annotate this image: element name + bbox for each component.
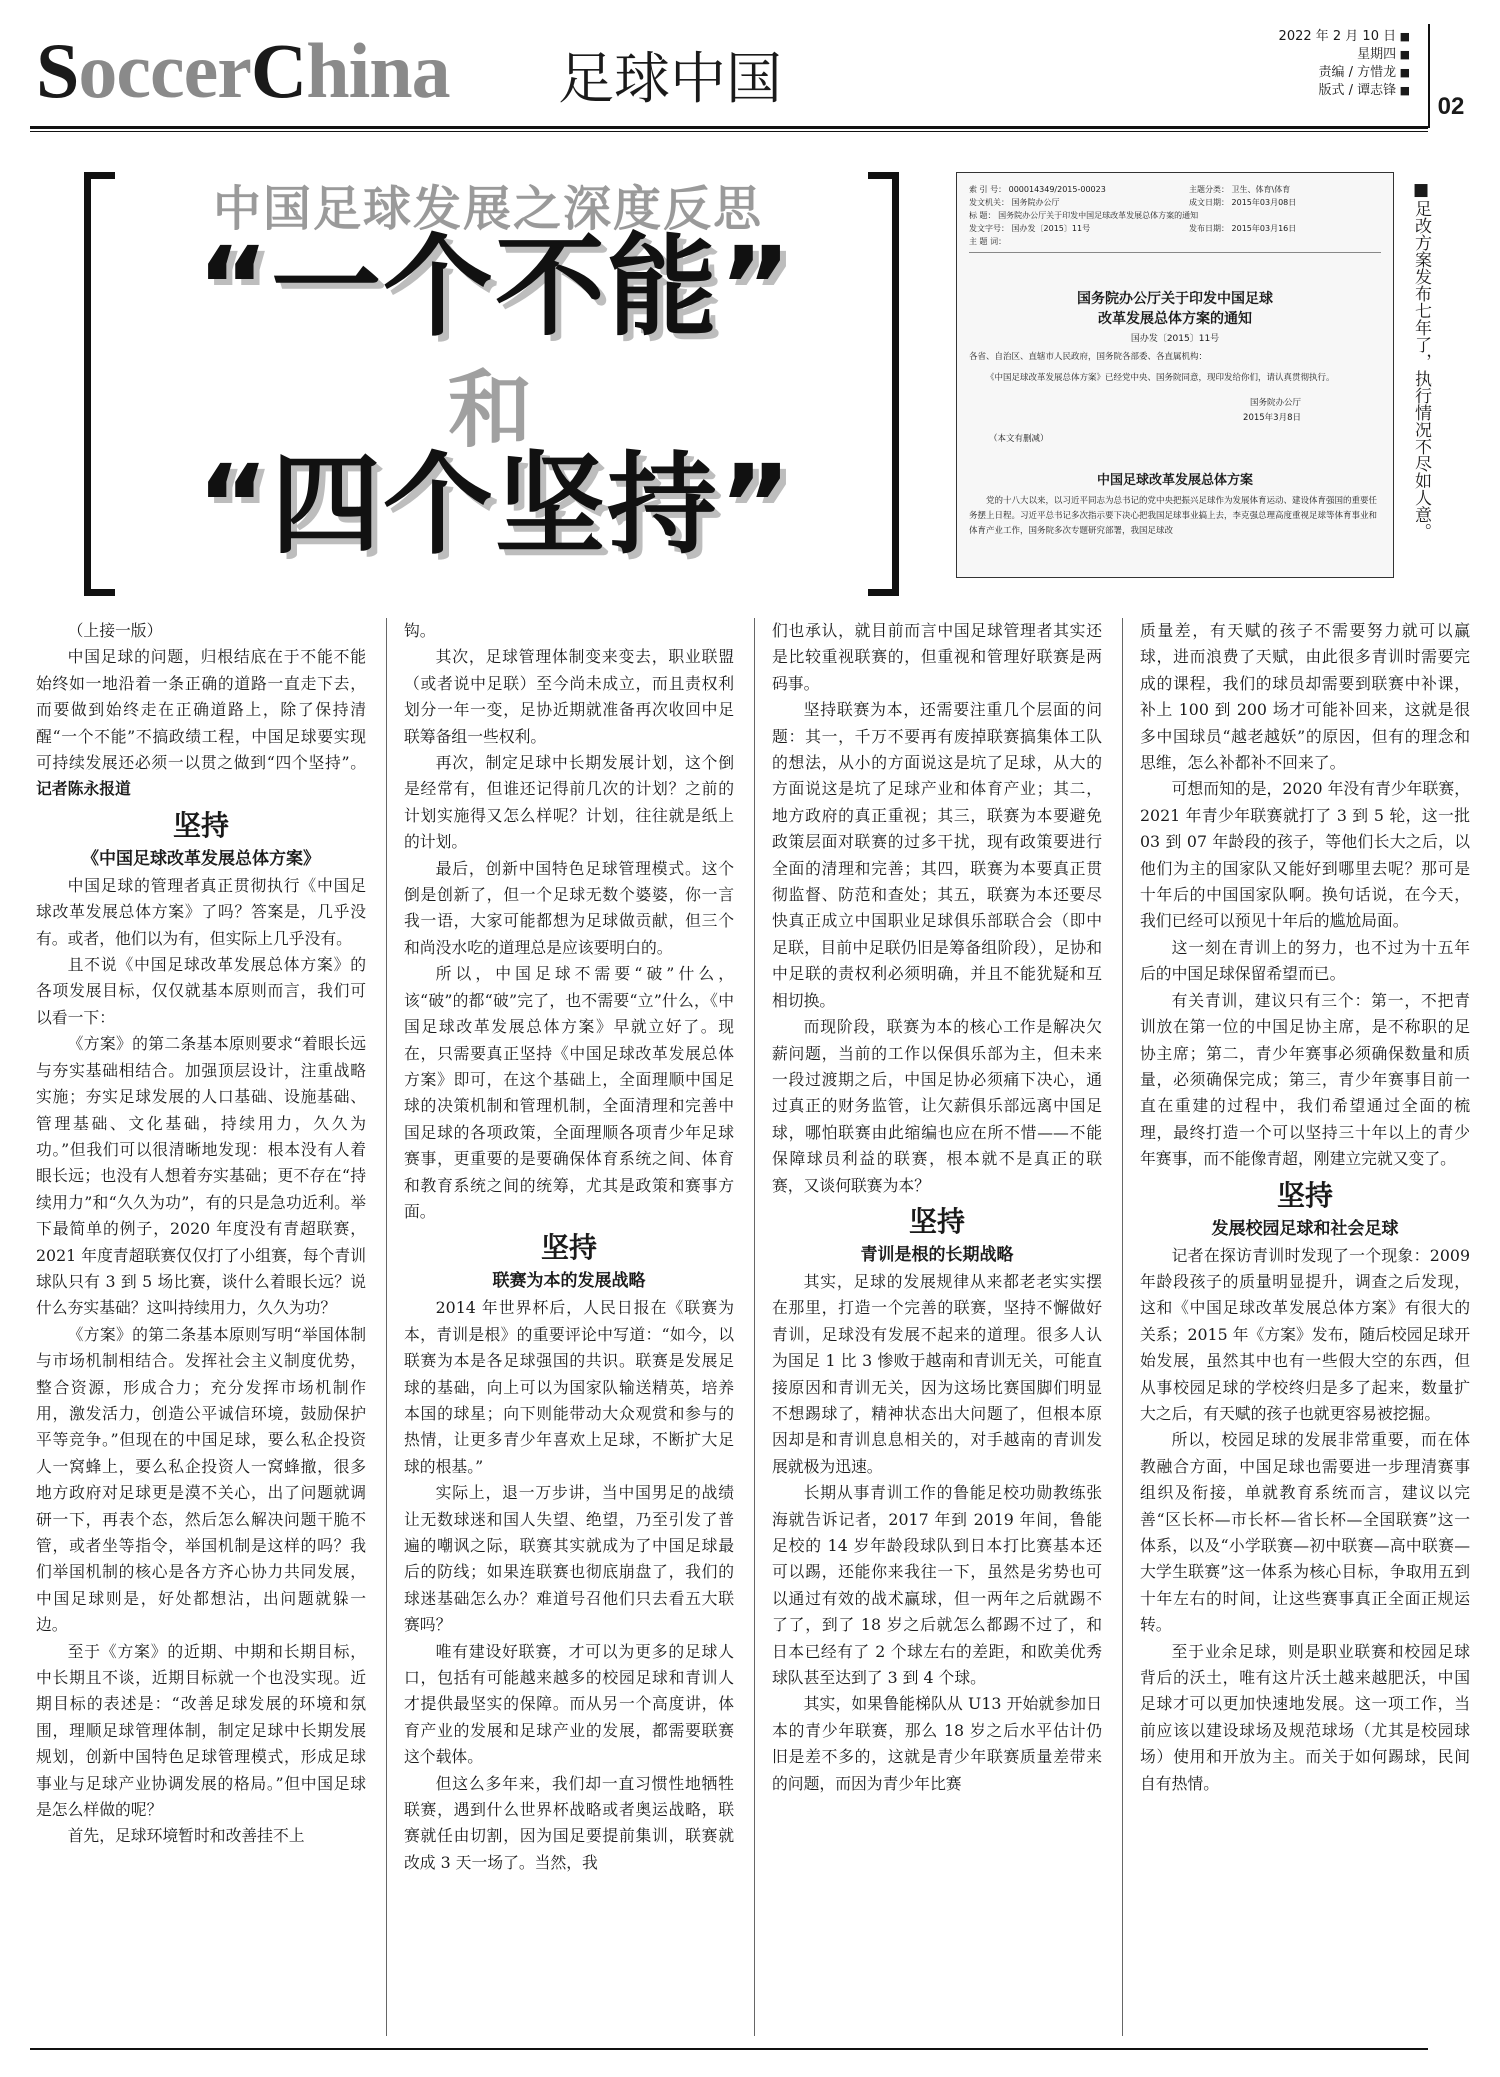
section-heading	[1140, 1177, 1470, 1243]
page-number: 02	[1437, 93, 1465, 120]
doc-note: （本文有删减）	[989, 434, 1049, 444]
column-separator	[754, 618, 755, 2036]
issue-weekday: 星期四 ■	[1279, 46, 1410, 64]
article-column-2	[404, 618, 734, 1876]
doc-meta-row: 标 题： 国务院办公厅关于印发中国足球改革发展总体方案的通知	[969, 211, 1199, 220]
issue-meta	[1279, 28, 1410, 100]
headline-and: 和	[447, 361, 532, 459]
article-paragraph: 坚持联赛为本，还需要注重几个层面的问题：其一，千万不要再有废掉联赛搞集体工队的想法，从小的方面说这是坑了足球，从大的方面说这是坑了足球产业和体育产业；其二，地方政府的真正重视；其三，联赛为本要避免政策层面对联赛的过多干扰，现有政策要进行全面的清理和完善；其四，联赛为本要真正贯彻监督、防范和查处；其五，联赛为本还要尽快真正成立中国职业足球俱乐部联合会（即中足联，目前中足联仍旧是筹备组阶段），足协和中足联的责权利必须明确，并且不能犹疑和互相切换。	[772, 700, 1102, 1010]
doc-meta-row: 发文机关： 国务院办公厅 成文日期： 2015年03月08日	[969, 198, 1297, 207]
article-paragraph: 所以，校园足球的发展非常重要，而在体教融合方面，中国足球也需要进一步理清赛事组织及衔接，单就教育系统而言，建议以完善“区长杯—市长杯—省长杯—全国联赛”这一体系，以及“小学联赛—初中联赛—高中联赛—大学生联赛”这一体系为核心目标，争取用五到十年左右的时间，让这些赛事真正全面正规运转。	[1140, 1430, 1470, 1635]
article-paragraph: 2014 年世界杯后，人民日报在《联赛为本，青训是根》的重要评论中写道：“如今，以联赛为本是各足球强国的共识。联赛是发展足球的基础，向上可以为国家队输送精英，培养本国的球星；向下则能带动大众观赏和参与的热情，让更多青少年喜欢上足球，不断扩大足球的根基。”	[404, 1298, 734, 1476]
doc-paragraph: 《中国足球改革发展总体方案》已经党中央、国务院同意，现印发给你们，请认真贯彻执行。	[986, 373, 1335, 383]
section-heading-sub: 联赛为本的发展战略	[492, 1271, 646, 1292]
doc-meta-row: 索 引 号： 000014349/2015-00023 主题分类： 卫生、体育\体育	[969, 185, 1291, 194]
article-paragraph: 有关青训，建议只有三个：第一，不把青训放在第一位的中国足协主席，是不称职的足协主席；第二，青少年赛事必须确保数量和质量，必须确保完成；第三，青少年赛事目前一直在重建的过程中，我们希望通过全面的梳理，最终打造一个可以坚持三十年以上的青少年赛事，而不能像青超，刚建立完就又变了。	[1140, 990, 1470, 1169]
masthead-rule-thin	[30, 131, 1428, 132]
doc-paragraph: 各省、自治区、直辖市人民政府，国务院各部委、各直属机构：	[969, 352, 1208, 362]
article-continued-note: （上接一版）	[67, 621, 163, 640]
article-paragraph: 且不说《中国足球改革发展总体方案》的各项发展目标，仅仅就基本原则而言，我们可以看一下：	[36, 955, 366, 1027]
headline-bracket-left	[84, 172, 115, 596]
headline-kicker: 中国足球发展之深度反思	[212, 181, 763, 237]
photo-caption: ■足改方案发布七年了，执行情况不尽如人意。	[1411, 180, 1431, 540]
article-paragraph: 最后，创新中国特色足球管理模式。这个倒是创新了，但一个足球无数个婆婆，你一言我一语，大家可能都想为足球做贡献，但三个和尚没水吃的道理总是应该要明白的。	[404, 858, 734, 957]
article-column-1	[36, 618, 366, 1850]
doc-title-2: 改革发展总体方案的通知	[1098, 311, 1252, 327]
doc-title-3: 中国足球改革发展总体方案	[1096, 473, 1253, 488]
issue-date: 2022 年 2 月 10 日 ■	[1279, 28, 1410, 46]
article-column-4	[1140, 618, 1470, 1797]
article-paragraph: 实际上，退一万步讲，当中国男足的战绩让无数球迷和国人失望、绝望，乃至引发了普遍的嘲讽之际，联赛其实就成为了中国足球最后的防线；如果连联赛也彻底崩盘了，我们的球迷基础怎么办？难道号召他们只去看五大联赛吗？	[404, 1483, 734, 1635]
column-separator	[386, 618, 387, 2036]
article-paragraph: 可想而知的是，2020 年没有青少年联赛，2021 年青少年联赛就打了 3 到 5 轮，这一批 03 到 07 年龄段的孩子，等他们长大之后，以他们为主的国家队又能好到哪里去呢？那可是十年后的中国国家队啊。换句话说，在今天，我们已经可以预见十年后的尴尬局面。	[1140, 779, 1470, 931]
masthead-divider	[1428, 24, 1430, 128]
doc-meta-row: 发文字号： 国办发〔2015〕11号 发布日期： 2015年03月16日	[969, 224, 1297, 233]
article-paragraph: 记者在探访青训时发现了一个现象：2009 年龄段孩子的质量明显提升，调查之后发现，这和《中国足球改革发展总体方案》有很大的关系；2015 年《方案》发布，随后校园足球开始发展，虽然其中也有一些假大空的东西，但从事校园足球的学校终归是多了起来，数量扩大之后，有天赋的孩子也就更容易被挖掘。	[1140, 1245, 1470, 1423]
section-heading-main: 坚持	[908, 1204, 965, 1238]
section-heading-main: 坚持	[1276, 1178, 1333, 1212]
policy-document-image	[956, 172, 1394, 578]
section-heading	[772, 1203, 1102, 1269]
masthead-rule	[30, 126, 1428, 129]
masthead-logo-en: SoccerChina	[36, 27, 450, 114]
headline-bracket-right	[868, 172, 899, 596]
article-paragraph: 首先，足球环境暂时和改善挂不上	[67, 1826, 305, 1846]
doc-paragraph: 党的十八大以来，以习近平同志为总书记的党中央把振兴足球作为发展体育运动、建设体育强国的重要任务摆上日程。习近平总书记多次指示要下决心把我国足球事业搞上去，李克强总理高度重视足球等体育事业和体育产业工作，国务院多次专题研究部署，我国足球改	[969, 496, 1378, 536]
article-paragraph: 至于《方案》的近期、中期和长期目标，中长期且不谈，近期目标就一个也没实现。近期目标的表述是：“改善足球发展的环境和氛围，理顺足球管理体制，制定足球中长期发展规划，创新中国特色足球管理模式，形成足球事业与足球产业协调发展的格局。”但中国足球是怎么样做的呢？	[36, 1641, 366, 1820]
article-paragraph: 其次，足球管理体制变来变去，职业联盟（或者说中足联）至今尚未成立，而且责权利划分一年一变，足协近期就准备再次收回中足联筹备组一些权利。	[404, 647, 734, 746]
section-heading-main: 坚持	[540, 1231, 597, 1265]
section-heading-sub: 《中国足球改革发展总体方案》	[82, 848, 320, 869]
article-paragraph: 其实，足球的发展规律从来都老老实实摆在那里，打造一个完善的联赛，坚持不懈做好青训，足球没有发展不起来的道理。很多人认为国足 1 比 3 惨败于越南和青训无关，可能直接原因和青训无关，因为这场比赛国脚们明显不想踢球了，精神状态出大问题了，但根本原因却是和青训息息相关的，对手越南的青训发展就极为迅速。	[772, 1271, 1102, 1476]
doc-number: 国办发〔2015〕11号	[1130, 334, 1220, 344]
section-heading	[36, 807, 366, 873]
section-heading	[404, 1229, 734, 1295]
article-paragraph: 们也承认，就目前而言中国足球管理者其实还是比较重视联赛的，但重视和管理好联赛是两码事。	[772, 621, 1102, 693]
section-heading-sub: 青训是根的长期战略	[860, 1244, 1014, 1265]
headline-line-1: “一个不能”	[196, 223, 794, 351]
issue-layout: 版式 / 谭志锋 ■	[1279, 82, 1410, 100]
doc-meta-row: 主 题 词：	[969, 237, 1007, 246]
article-paragraph: 这一刻在青训上的努力，也不过为十五年后的中国足球保留希望而已。	[1140, 937, 1470, 984]
article-paragraph: 质量差，有天赋的孩子不需要努力就可以赢球，进而浪费了天赋，由此很多青训时需要完成的课程，我们的球员却需要到联赛中补课，补上 100 到 200 场才可能补回来，这就是很多中国球员“越老越妖”的原因，但有的理念和思维，怎么补都补不回来了。	[1140, 621, 1470, 773]
byline: 记者陈永报道	[36, 779, 131, 799]
section-heading-main: 坚持	[172, 808, 229, 842]
article-paragraph: 而现阶段，联赛为本的核心工作是解决欠薪问题，当前的工作以保俱乐部为主，但未来一段过渡期之后，中国足协必须痛下决心，通过真正的财务监管，让欠薪俱乐部远离中国足球，哪怕联赛由此缩编也应在所不惜——不能保障球员利益的联赛，根本就不是真正的联赛，又谈何联赛为本？	[772, 1017, 1102, 1195]
headline-line-2: “四个坚持”	[196, 441, 794, 569]
article-paragraph: 唯有建设好联赛，才可以为更多的足球人口，包括有可能越来越多的校园足球和青训人才提供最坚实的保障。而从另一个高度讲，体育产业的发展和足球产业的发展，都需要联赛这个载体。	[404, 1641, 734, 1767]
article-paragraph: 其实，如果鲁能梯队从 U13 开始就参加日本的青少年联赛，那么 18 岁之后水平估计仍旧是差不多的，这就是青少年联赛质量差带来的问题，而因为青少年比赛	[772, 1694, 1102, 1793]
article-paragraph: 长期从事青训工作的鲁能足校功勋教练张海就告诉记者，2017 年到 2019 年间，鲁能足校的 14 岁年龄段球队到日本打比赛基本还可以踢，还能你来我往一下，虽然是劣势也可以通过有效的战术赢球，但一两年之后就踢不了了，到了 18 岁之后就怎么都踢不过了，和日本已经有了 2 个球左右的差距，和欧美优秀球队甚至达到了 3 到 4 个球。	[772, 1483, 1102, 1688]
article-paragraph: 中国足球的问题，归根结底在于不能不能始终如一地沿着一条正确的道路一直走下去，而要做到始终走在正确道路上，除了保持清醒“一个不能”不搞政绩工程，中国足球要实现可持续发展还必须一以贯之做到“四个坚持”。记者陈永报道	[36, 647, 366, 799]
page-bottom-rule	[30, 2048, 1428, 2050]
column-separator	[1122, 618, 1123, 2036]
article-paragraph: 中国足球的管理者真正贯彻执行《中国足球改革发展总体方案》了吗？答案是，几乎没有。或者，他们以为有，但实际上几乎没有。	[36, 875, 366, 948]
section-heading-sub: 发展校园足球和社会足球	[1211, 1218, 1399, 1239]
article-paragraph: 所以，中国足球不需要“破”什么，该“破”的都“破”完了，也不需要“立”什么，《中国足球改革发展总体方案》早就立好了。现在，只需要真正坚持《中国足球改革发展总体方案》即可，在这个基础上，全面理顺中国足球的决策机制和管理机制，全面清理和完善中国足球的各项政策，全面理顺各项青少年足球赛事，更重要的是要确保体育系统之间、体育和教育系统之间的统筹，尤其是政策和赛事方面。	[404, 964, 734, 1221]
article-paragraph: 《方案》的第二条基本原则写明“举国体制与市场机制相结合。发挥社会主义制度优势，整合资源，形成合力；充分发挥市场机制作用，激发活力，创造公平诚信环境，鼓励保护平等竞争。”但现在的中国足球，要么私企投资人一窝蜂上，要么私企投资人一窝蜂撤，很多地方政府对足球更是漠不关心，出了问题就调研一下，再表个态，然后怎么解决问题干脆不管，或者坐等指令，举国机制是这样的吗？我们举国机制的核心是各方齐心协力共同发展，中国足球则是，好处都想沾，出问题就躲一边。	[36, 1324, 366, 1635]
masthead-logo-cn: 足球中国	[558, 47, 782, 112]
article-paragraph: 《方案》的第二条基本原则要求“着眼长远与夯实基础相结合。加强顶层设计，注重战略实施；夯实足球发展的人口基础、设施基础、管理基础、文化基础，持续用力，久久为功。”但我们可以很清晰地发现：根本没有人着眼长远；也没有人想着夯实基础；更不存在“持续用力”和“久久为功”，有的只是急功近利。举下最简单的例子，2020 年度没有青超联赛，2021 年度青超联赛仅仅打了小组赛，每个青训球队只有 3 到 5 场比赛，谈什么着眼长远？说什么夯实基础？这叫持续用力，久久为功？	[36, 1034, 366, 1318]
article-paragraph: 至于业余足球，则是职业联赛和校园足球背后的沃土，唯有这片沃土越来越肥沃，中国足球才可以更加快速地发展。这一项工作，当前应该以建设球场及规范球场（尤其是校园球场）使用和开放为主。而关于如何踢球，民间自有热情。	[1140, 1641, 1470, 1793]
article-paragraph: 再次，制定足球中长期发展计划，这个倒是经常有，但谁还记得前几次的计划？之前的计划实施得又怎么样呢？计划，往往就是纸上的计划。	[404, 753, 734, 852]
issue-editor: 责编 / 方惜龙 ■	[1279, 64, 1410, 82]
article-paragraph: 但这么多年来，我们却一直习惯性地牺牲联赛，遇到什么世界杯战略或者奥运战略，联赛就任由切割，因为国足要提前集训，联赛就改成 3 天一场了。当然，我	[404, 1773, 734, 1872]
doc-signature: 国务院办公厅	[1249, 398, 1301, 408]
article-paragraph: 钩。	[404, 621, 436, 640]
doc-title-1: 国务院办公厅关于印发中国足球	[1077, 291, 1273, 307]
article-column-3	[772, 618, 1102, 1797]
doc-divider	[969, 252, 1381, 253]
doc-signature-date: 2015年3月8日	[1243, 413, 1301, 423]
